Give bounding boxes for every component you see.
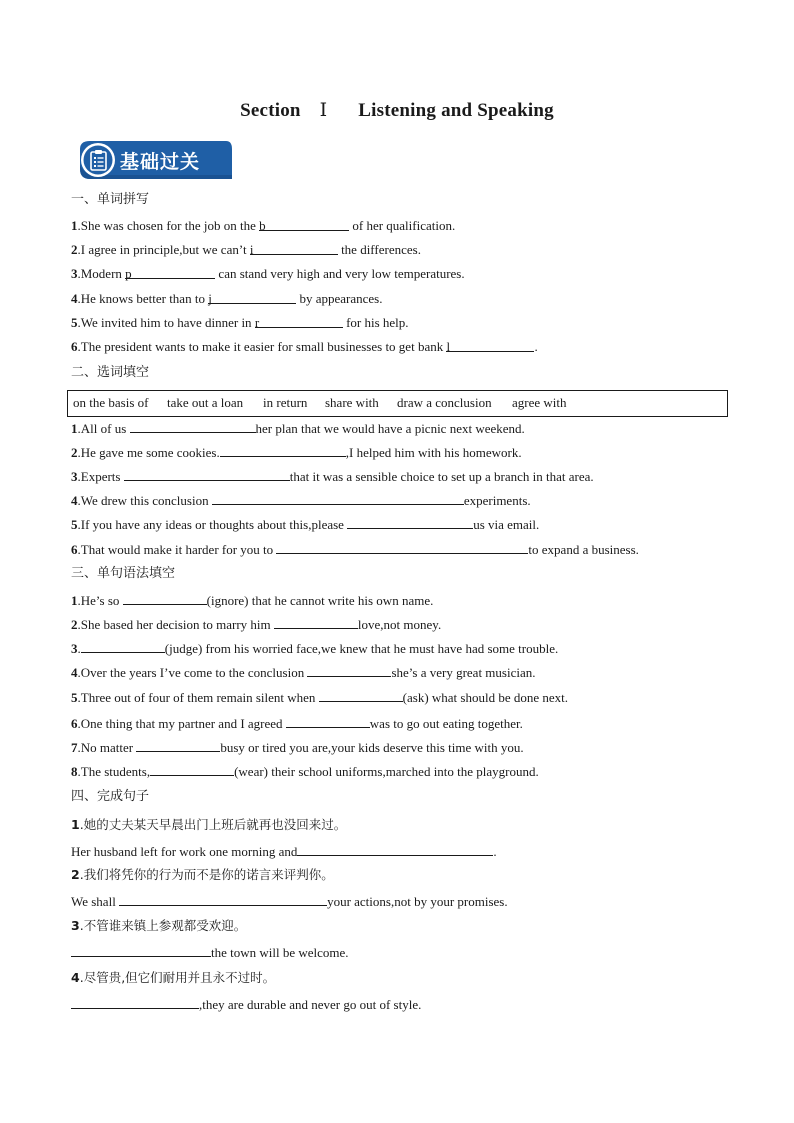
- part1-item-2: 2.I agree in principle,but we can’t i the differences.: [71, 242, 421, 257]
- part3-item-3: 3. (judge) from his worried face,we knew that he must have had some trouble.: [71, 641, 559, 656]
- answer-blank[interactable]: [125, 266, 215, 279]
- item-number: 5: [71, 690, 78, 705]
- item-text: for his help.: [342, 315, 409, 330]
- part1-item-4: 4.He knows better than to j by appearances.: [71, 291, 383, 306]
- answer-blank[interactable]: [119, 893, 327, 906]
- item-number: 3: [71, 266, 78, 281]
- item-number: 2: [71, 445, 78, 460]
- page-title: [0, 99, 794, 122]
- part3-item-8: 8.The students, (wear) their school uniforms,marched into the playground.: [71, 764, 539, 779]
- item-number: 2: [71, 867, 80, 882]
- word-bank-item: in return: [263, 395, 308, 410]
- answer-blank[interactable]: [71, 944, 211, 957]
- item-text: We invited him to have dinner in: [80, 315, 255, 330]
- item-number: 6: [71, 542, 78, 557]
- section-number: Ⅰ: [319, 100, 328, 121]
- chinese-prompt: 我们将凭你的行为而不是你的诺言来评判你。: [83, 867, 334, 882]
- answer-blank[interactable]: [81, 640, 165, 653]
- part4-item-1-english: [71, 843, 497, 860]
- word-bank-item: agree with: [512, 395, 567, 410]
- item-text: The students,: [80, 764, 151, 779]
- item-text: She based her decision to marry him: [80, 617, 274, 632]
- item-text: .: [493, 844, 497, 859]
- word-bank-item: draw a conclusion: [397, 395, 492, 410]
- item-number: 4: [71, 493, 78, 508]
- initial-letter: i: [249, 242, 254, 257]
- initial-letter: r: [254, 315, 260, 330]
- answer-blank[interactable]: [250, 242, 338, 255]
- part2-item-6: 6.That would make it harder for you to to expand a business.: [71, 542, 639, 557]
- item-text: busy or tired you are,your kids deserve this time with you.: [220, 740, 524, 755]
- item-text: by appearances.: [296, 291, 383, 306]
- item-number: 3: [71, 918, 80, 933]
- item-number: 6: [71, 339, 78, 354]
- answer-blank[interactable]: [297, 843, 493, 856]
- item-text: Her husband left for work one morning and: [71, 844, 298, 859]
- item-text: (judge) from his worried face,we knew that he must have had some trouble.: [164, 641, 559, 656]
- answer-blank[interactable]: [276, 541, 528, 554]
- answer-blank[interactable]: [307, 664, 391, 677]
- word-bank-box: [67, 390, 728, 417]
- banner-label: 基础过关: [120, 151, 201, 173]
- item-text: that it was a sensible choice to set up a branch in that area.: [289, 469, 594, 484]
- answer-blank[interactable]: [71, 996, 199, 1009]
- item-text: to expand a business.: [528, 542, 639, 557]
- part3-item-4: 4.Over the years I’ve come to the conclusion she’s a very great musician.: [71, 665, 536, 680]
- item-number: 7: [71, 740, 78, 755]
- answer-blank[interactable]: [150, 763, 234, 776]
- item-text: One thing that my partner and I agreed: [80, 716, 286, 731]
- item-text: He knows better than to: [80, 291, 209, 306]
- initial-letter: l: [446, 339, 451, 354]
- answer-blank[interactable]: [208, 291, 296, 304]
- item-text: love,not money.: [357, 617, 442, 632]
- item-text: us via email.: [473, 517, 540, 532]
- item-text: the differences.: [337, 242, 421, 257]
- answer-blank[interactable]: [259, 218, 349, 231]
- item-number: 4: [71, 970, 80, 985]
- initial-letter: p: [125, 266, 132, 281]
- item-text: The president wants to make it easier for small businesses to get bank: [80, 339, 447, 354]
- item-text: All of us: [80, 421, 130, 436]
- section-name: Listening and Speaking: [358, 100, 554, 121]
- part4-item-1-chinese: 1.她的丈夫某天早晨出门上班后就再也没回来过。: [71, 817, 347, 832]
- part4-heading: 四、完成句子: [71, 789, 150, 804]
- item-number: 8: [71, 764, 78, 779]
- part4-item-2-chinese: 2.我们将凭你的行为而不是你的诺言来评判你。: [71, 867, 334, 882]
- item-number: 2: [71, 617, 78, 632]
- item-number: 1: [71, 218, 78, 233]
- item-text: of her qualification.: [349, 218, 456, 233]
- item-number: 1: [71, 421, 78, 436]
- item-text: We drew this conclusion: [80, 493, 212, 508]
- item-number: 4: [71, 665, 78, 680]
- item-text: We shall: [71, 894, 120, 909]
- item-text: can stand very high and very low temperatures.: [215, 266, 465, 281]
- part4-item-4-english: [71, 996, 421, 1013]
- item-text: Over the years I’ve come to the conclusion: [80, 665, 308, 680]
- item-text: she’s a very great musician.: [391, 665, 536, 680]
- chinese-prompt: 她的丈夫某天早晨出门上班后就再也没回来过。: [83, 817, 347, 832]
- item-text: the town will be welcome.: [211, 945, 349, 960]
- item-number: 3: [71, 469, 78, 484]
- item-text: Experts: [80, 469, 124, 484]
- item-text: Modern: [80, 266, 126, 281]
- answer-blank[interactable]: [130, 420, 256, 433]
- item-text: her plan that we would have a picnic next weekend.: [255, 421, 525, 436]
- item-text: ,they are durable and never go out of style.: [199, 997, 422, 1012]
- item-text: (wear) their school uniforms,marched into the playground.: [234, 764, 539, 779]
- part2-item-4: 4.We drew this conclusion experiments.: [71, 493, 531, 508]
- part2-item-5: 5.If you have any ideas or thoughts about this,please us via email.: [71, 517, 540, 532]
- part3-item-7: 7.No matter busy or tired you are,your kids deserve this time with you.: [71, 740, 524, 755]
- answer-blank[interactable]: [136, 739, 220, 752]
- clipboard-icon: [89, 149, 108, 171]
- item-number: 1: [71, 593, 78, 608]
- part1-item-3: 3.Modern p can stand very high and very low temperatures.: [71, 266, 465, 281]
- part3-heading: 三、单句语法填空: [71, 566, 176, 581]
- section-banner: [76, 139, 234, 181]
- item-text: He gave me some cookies.: [80, 445, 220, 460]
- part4-item-2-english: [71, 893, 508, 910]
- part3-item-2: 2.She based her decision to marry him love,not money.: [71, 617, 442, 632]
- item-text: (ask) what should be done next.: [402, 690, 569, 705]
- answer-blank[interactable]: [255, 315, 343, 328]
- part1-item-6: 6.The president wants to make it easier for small businesses to get bank l .: [71, 339, 538, 354]
- answer-blank[interactable]: [124, 468, 290, 481]
- item-number: 3: [71, 641, 78, 656]
- item-text: (ignore) that he cannot write his own name.: [206, 593, 434, 608]
- part1-item-1: 1.She was chosen for the job on the b of her qualification.: [71, 218, 456, 233]
- section-label: Section: [240, 100, 301, 121]
- item-text: your actions,not by your promises.: [327, 894, 508, 909]
- initial-letter: b: [259, 218, 266, 233]
- word-bank-item: on the basis of: [73, 395, 149, 410]
- answer-blank[interactable]: [220, 444, 346, 457]
- answer-blank[interactable]: [123, 592, 207, 605]
- item-text: Three out of four of them remain silent when: [80, 690, 319, 705]
- item-text: That would make it harder for you to: [80, 542, 277, 557]
- item-text: ,I helped him with his homework.: [345, 445, 522, 460]
- item-number: 5: [71, 517, 78, 532]
- item-text: was to go out eating together.: [369, 716, 523, 731]
- item-number: 1: [71, 817, 80, 832]
- answer-blank[interactable]: [286, 715, 370, 728]
- part1-item-5: 5.We invited him to have dinner in r for his help.: [71, 315, 409, 330]
- answer-blank[interactable]: [446, 339, 534, 352]
- part2-heading: 二、选词填空: [71, 365, 150, 380]
- initial-letter: j: [208, 291, 212, 306]
- part2-item-1: 1.All of us her plan that we would have a picnic next weekend.: [71, 421, 525, 436]
- item-text: No matter: [80, 740, 137, 755]
- item-number: 4: [71, 291, 78, 306]
- word-bank-item: share with: [325, 395, 379, 410]
- answer-blank[interactable]: [212, 492, 464, 505]
- chinese-prompt: 不管谁来镇上参观都受欢迎。: [83, 918, 247, 933]
- part2-item-2: 2.He gave me some cookies. ,I helped him with his homework.: [71, 445, 522, 460]
- item-text: I agree in principle,but we can’t: [80, 242, 250, 257]
- item-text: If you have any ideas or thoughts about this,please: [80, 517, 348, 532]
- item-text: She was chosen for the job on the: [80, 218, 260, 233]
- part1-heading: 一、单词拼写: [71, 192, 150, 207]
- chinese-prompt: 尽管贵,但它们耐用并且永不过时。: [83, 970, 276, 985]
- item-text: He’s so: [80, 593, 123, 608]
- item-number: 2: [71, 242, 78, 257]
- answer-blank[interactable]: [347, 516, 473, 529]
- item-number: 5: [71, 315, 78, 330]
- part3-item-5: 5.Three out of four of them remain silent when (ask) what should be done next.: [71, 690, 569, 705]
- part3-item-6: 6.One thing that my partner and I agreed was to go out eating together.: [71, 716, 523, 731]
- part2-item-3: 3.Experts that it was a sensible choice to set up a branch in that area.: [71, 469, 594, 484]
- answer-blank[interactable]: [319, 689, 403, 702]
- part3-item-1: 1.He’s so (ignore) that he cannot write his own name.: [71, 593, 434, 608]
- part4-item-3-chinese: 3.不管谁来镇上参观都受欢迎。: [71, 918, 247, 933]
- answer-blank[interactable]: [274, 616, 358, 629]
- word-bank-item: take out a loan: [167, 395, 244, 410]
- item-text: experiments.: [463, 493, 531, 508]
- item-number: 6: [71, 716, 78, 731]
- item-text: .: [534, 339, 538, 354]
- part4-item-3-english: [71, 944, 349, 961]
- part4-item-4-chinese: 4.尽管贵,但它们耐用并且永不过时。: [71, 970, 276, 985]
